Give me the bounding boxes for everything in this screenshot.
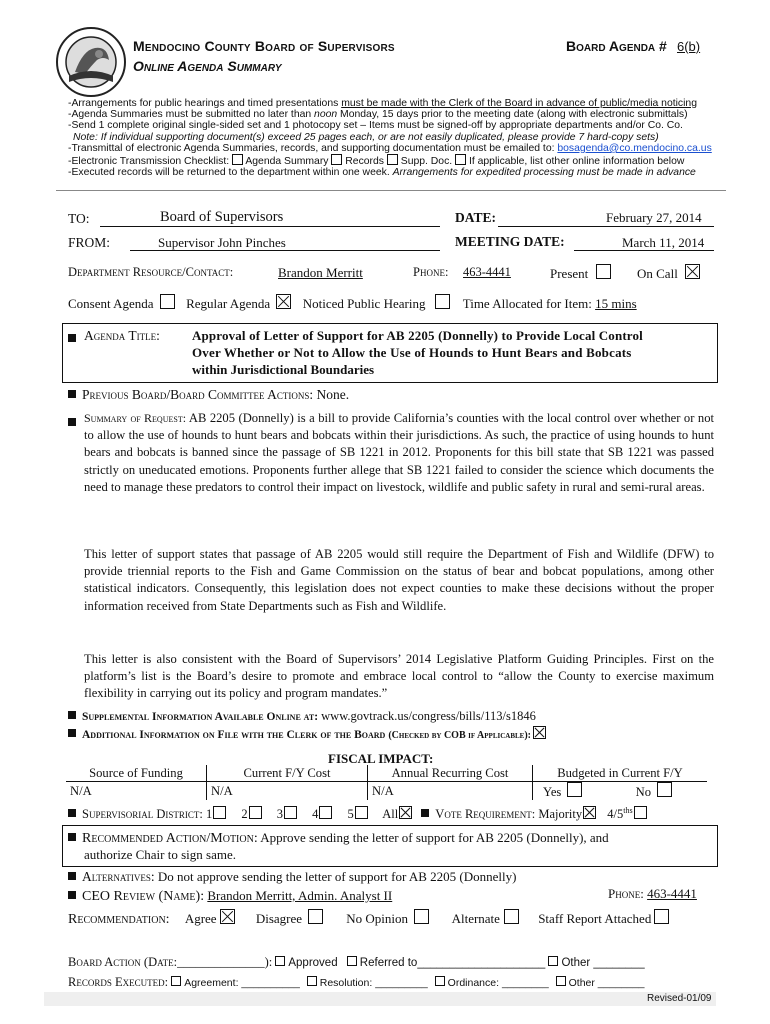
- fiscal-header-budgeted: Budgeted in Current F/Y: [533, 765, 708, 782]
- date-underline: [498, 226, 714, 227]
- email-link[interactable]: bosagenda@co.mendocino.ca.us: [557, 142, 712, 154]
- recommended-action-line-2: authorize Chair to sign same.: [84, 847, 236, 862]
- budgeted-no-checkbox[interactable]: [657, 782, 672, 797]
- date-field[interactable]: February 27, 2014: [606, 210, 702, 225]
- fiscal-budgeted-value: Yes No: [533, 782, 708, 801]
- instruction-line-1: -Arrangements for public hearings and timed presentations must be made with the Clerk of the Board in advance of public/media noticing: [68, 98, 697, 109]
- to-field[interactable]: Board of Supervisors: [160, 209, 284, 225]
- fiscal-impact-title: FISCAL IMPACT:: [328, 751, 434, 766]
- district-5-checkbox[interactable]: [355, 806, 368, 819]
- other-online-checkbox[interactable]: [455, 154, 466, 165]
- agenda-title-label: Agenda Title:: [84, 328, 160, 343]
- present-checkbox[interactable]: [596, 264, 611, 279]
- meeting-date-label: MEETING DATE:: [455, 234, 565, 249]
- agenda-summary-checkbox[interactable]: [232, 154, 243, 165]
- district-all-checkbox[interactable]: [399, 806, 412, 819]
- fiscal-value-row: [66, 782, 707, 801]
- to-underline: [100, 226, 440, 227]
- ceo-phone: Phone: 463-4441: [608, 886, 697, 901]
- agenda-number-label: Board Agenda #: [566, 38, 667, 54]
- agenda-title-line-3: within Jurisdictional Boundaries: [192, 362, 375, 377]
- fiscal-header-row: [66, 765, 707, 782]
- four-fifths-checkbox[interactable]: [634, 806, 647, 819]
- records-executed-row: Records Executed: Agreement: __________ Resolution: _________ Ordinance: ________ Other ________: [68, 975, 645, 989]
- district-3-checkbox[interactable]: [284, 806, 297, 819]
- agenda-type-row: Consent Agenda Regular Agenda Noticed Public Hearing Time Allocated for Item: 15 mins: [68, 296, 637, 311]
- instruction-line-3: -Send 1 complete original single-sided set and 1 photocopy set – Items must be signed-off by appropriate departments and/or Co. Co.: [68, 120, 683, 132]
- from-label: FROM:: [68, 235, 111, 250]
- recommended-action: Recommended Action/Motion: Approve sending the letter of support for AB 2205 (Donnelly), and: [68, 830, 609, 847]
- district-row: Supervisorial District: 1 2 3 4 5 All Vote Requirement: Majority $4/5^{ths}$: [68, 806, 647, 822]
- divider: [56, 190, 726, 191]
- summary-paragraph-3: This letter is also consistent with the Board of Supervisors’ 2014 Legislative Platform Guiding Principles. First on the platform’s list is the Board’s desire to promote and embrace local control to “allow the County to exercise maximum flexibility in carrying out its policy and program mandates.”: [84, 652, 714, 701]
- agenda-number-value: 6(b): [677, 39, 701, 54]
- alternate-checkbox[interactable]: [504, 909, 519, 924]
- fiscal-impact-table: [66, 765, 707, 800]
- from-underline: [130, 250, 440, 251]
- summary-bullet: [68, 414, 82, 432]
- date-label: DATE:: [455, 210, 497, 225]
- instruction-line-2: -Agenda Summaries must be submitted no later than noon Monday, 15 days prior to the meeting date (along with electronic submittals): [68, 109, 688, 121]
- additional-info-checkbox[interactable]: [533, 726, 546, 739]
- fiscal-header-current: Current F/Y Cost: [207, 765, 368, 782]
- time-allocated-value[interactable]: 15 mins: [595, 296, 637, 311]
- district-4-checkbox[interactable]: [319, 806, 332, 819]
- majority-checkbox[interactable]: [583, 806, 596, 819]
- agenda-title-line-1: Approval of Letter of Support for AB 2205 (Donnelly) to Provide Local Control: [192, 328, 643, 343]
- referred-checkbox[interactable]: [347, 956, 357, 966]
- meeting-date-field[interactable]: March 11, 2014: [622, 235, 705, 250]
- instructions-block: [68, 98, 728, 178]
- budgeted-yes-checkbox[interactable]: [567, 782, 582, 797]
- board-other-checkbox[interactable]: [548, 956, 558, 966]
- resolution-checkbox[interactable]: [307, 976, 317, 986]
- oncall-checkbox[interactable]: [685, 264, 700, 279]
- page-subtitle: Online Agenda Summary: [133, 58, 282, 74]
- summary-paragraph-1: Summary of Request: AB 2205 (Donnelly) is a bill to provide California’s counties with the local control over whether or not to allow the use of hounds to hunt bears and bobcats within their jurisdictions. As such, the practice of using hounds to hunt bears and bobcats is banned since the passage of SB 1221 in 2012. Proponents for this bill state that SB 1221 was passed strictly on uneducated emotions. Proponents further allege that SB 1221 failed to consider the science which documents the need to manage these predators to control their impact on livestock, wildlife and public safety in rural and semi-rural areas.: [84, 411, 714, 494]
- previous-actions: Previous Board/Board Committee Actions: None.: [68, 387, 349, 403]
- oncall-option: On Call: [637, 264, 700, 282]
- fiscal-annual-value[interactable]: N/A: [368, 782, 533, 801]
- district-2-checkbox[interactable]: [249, 806, 262, 819]
- supplemental-info: Supplemental Information Available Online at: www.govtrack.us/congress/bills/113/s1846: [68, 709, 536, 724]
- agenda-title-bullet: [68, 330, 82, 348]
- fiscal-header-annual: Annual Recurring Cost: [368, 765, 533, 782]
- agree-checkbox[interactable]: [220, 909, 235, 924]
- board-action-row: Board Action (Date:______________): Approved Referred to____________________ Other ________: [68, 955, 645, 969]
- ceo-phone-value[interactable]: 463-4441: [647, 886, 697, 901]
- agenda-title-line-2: Over Whether or Not to Allow the Use of Hounds to Hunt Bears and Bobcats: [192, 345, 632, 360]
- summary-paragraph-2: This letter of support states that passage of AB 2205 would still require the Department of Fish and Wildlife (DFW) to provide triennial reports to the Fish and Game Commission on the status of bear and bobcat populations, among other statistical indicators. Consequently, this legislation does not expect counties to make these decisions without the proper information received from State Departments such as Fish and Wildlife.: [84, 547, 714, 613]
- contact-label: Department Resource/Contact:: [68, 265, 234, 279]
- noticed-hearing-checkbox[interactable]: [435, 294, 450, 309]
- alternatives: Alternatives: Do not approve sending the letter of support for AB 2205 (Donnelly): [68, 869, 516, 885]
- instruction-line-7: -Executed records will be returned to the department within one week. Arrangements for expedited processing must be made in advance: [68, 167, 696, 179]
- additional-info: Additional Information on File with the Clerk of the Board (Checked by COB if Applicable):: [68, 726, 546, 742]
- ordinance-checkbox[interactable]: [435, 976, 445, 986]
- contact-field[interactable]: Brandon Merritt: [278, 265, 363, 280]
- meeting-date-underline: [574, 250, 714, 251]
- regular-agenda-checkbox[interactable]: [276, 294, 291, 309]
- instruction-line-4: Note: If individual supporting document(s) exceed 25 pages each, or are not easily duplicated, please provide 7 hard-copy sets): [73, 131, 659, 143]
- district-1-checkbox[interactable]: [213, 806, 226, 819]
- approved-checkbox[interactable]: [275, 956, 285, 966]
- ceo-review: CEO Review (Name): Brandon Merritt, Admin. Analyst II: [68, 888, 392, 905]
- records-checkbox[interactable]: [331, 154, 342, 165]
- present-option: Present: [550, 264, 611, 282]
- revised-label: Revised-01/09: [647, 993, 712, 1004]
- instruction-line-6: -Electronic Transmission Checklist: Agenda Summary Records Supp. Doc. If applicable, list other online information below: [68, 156, 685, 168]
- phone-field[interactable]: 463-4441: [463, 265, 511, 279]
- to-label: TO:: [68, 211, 90, 226]
- from-field[interactable]: Supervisor John Pinches: [158, 235, 286, 250]
- fiscal-source-value[interactable]: N/A: [66, 782, 207, 801]
- phone-label: Phone:: [413, 265, 449, 279]
- ceo-review-name[interactable]: Brandon Merritt, Admin. Analyst II: [207, 888, 393, 903]
- agreement-checkbox[interactable]: [171, 976, 181, 986]
- no-opinion-checkbox[interactable]: [414, 909, 429, 924]
- footer-band: [44, 992, 716, 1006]
- instruction-line-5: -Transmittal of electronic Agenda Summaries, records, and supporting documentation must be emailed to: bosagenda@co.mendocino.ca.us: [68, 142, 712, 154]
- consent-agenda-checkbox[interactable]: [160, 294, 175, 309]
- staff-report-checkbox[interactable]: [654, 909, 669, 924]
- fiscal-header-source: Source of Funding: [66, 765, 207, 782]
- org-title: Mendocino County Board of Supervisors: [133, 38, 395, 54]
- records-other-checkbox[interactable]: [556, 976, 566, 986]
- county-seal: [55, 26, 127, 98]
- fiscal-current-value[interactable]: N/A: [207, 782, 368, 801]
- recommendation-row: Recommendation: Agree Disagree No Opinion Alternate Staff Report Attached: [68, 909, 669, 928]
- supplemental-url[interactable]: www.govtrack.us/congress/bills/113/s1846: [321, 709, 536, 723]
- supp-doc-checkbox[interactable]: [387, 154, 398, 165]
- disagree-checkbox[interactable]: [308, 909, 323, 924]
